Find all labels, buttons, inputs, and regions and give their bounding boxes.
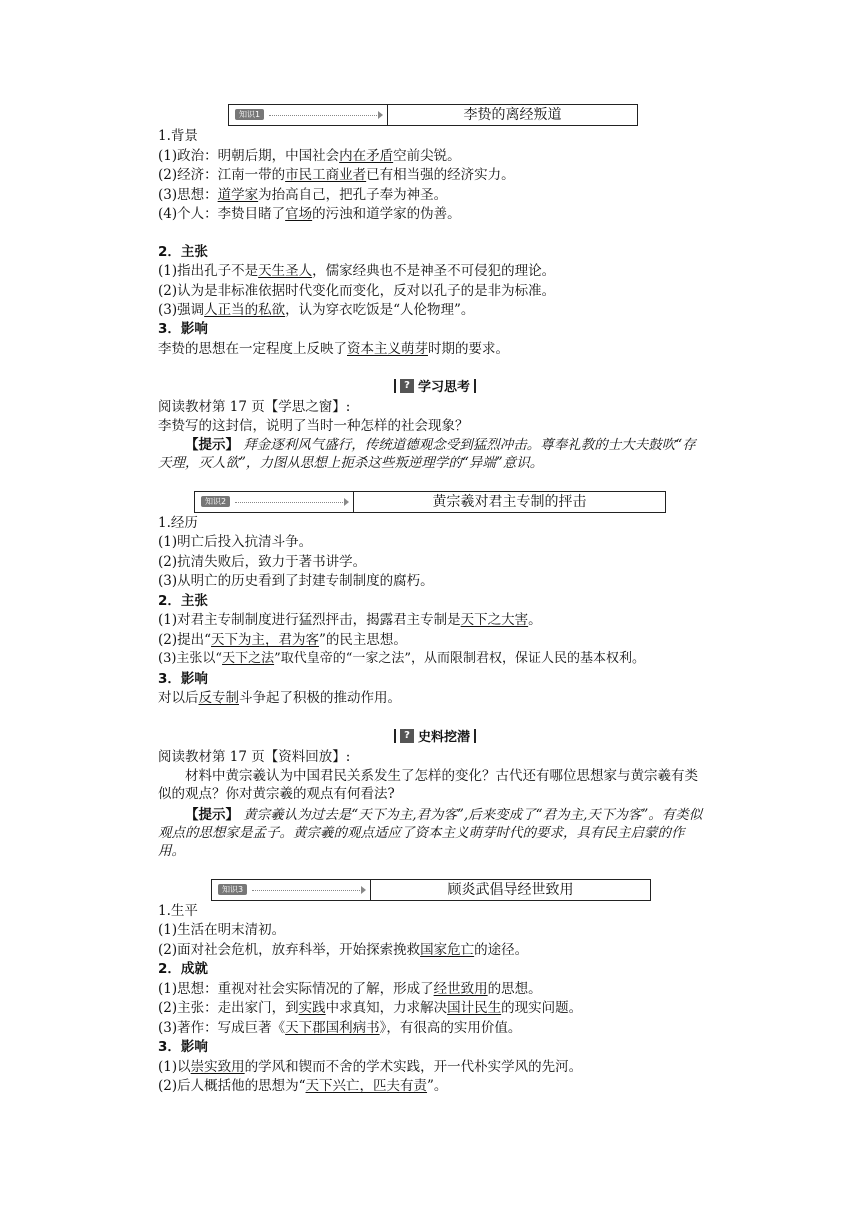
text-line: (4)个人：李贽目睹了官场的污浊和道学家的伪善。: [158, 206, 461, 222]
hint-paragraph: 【提示】 黄宗羲认为过去是“天下为主,君为客”,后来变成了“君为主,天下为客”。有类似观点的思想家是孟子。黄宗羲的观点适应了资本主义萌芽时代的要求，具有民主启蒙的作用。: [158, 807, 703, 859]
text-line: (2)抗清失败后，致力于著书讲学。: [158, 554, 367, 570]
text-line: (2)后人概括他的思想为“天下兴亡，匹夫有责”。: [158, 1078, 448, 1094]
text-line: (3)强调人正当的私欲，认为穿衣吃饭是“人伦物理”。: [158, 302, 475, 318]
section-title: 顾炎武倡导经世致用: [447, 882, 574, 898]
question: 材料中黄宗羲认为中国君民关系发生了怎样的变化？古代还有哪位思想家与黄宗羲有类似的观点？你对黄宗羲的观点有何看法?: [158, 768, 698, 802]
study-thinking-label: ? 学习思考: [394, 376, 476, 395]
arrow-icon: [378, 111, 383, 119]
heading-claims: 2．主张: [158, 593, 208, 609]
knowledge-tag: [195, 492, 354, 512]
question-icon: ?: [400, 379, 414, 393]
heading-background: 1.背景: [158, 128, 198, 144]
text-line: (3)主张以“天下之法”取代皇帝的“一家之法”，从而限制君权，保证人民的基本权利。: [158, 651, 646, 666]
text-line: (3)从明亡的历史看到了封建专制制度的腐朽。: [158, 573, 434, 589]
text-line: (3)著作：写成巨著《天下郡国利病书》，有很高的实用价值。: [158, 1020, 522, 1036]
section-header-3: [211, 879, 651, 901]
text-line: 对以后反专制斗争起了积极的推动作用。: [158, 690, 401, 706]
text-line: 李贽的思想在一定程度上反映了资本主义萌芽时期的要求。: [158, 341, 509, 357]
knowledge-tag: [229, 105, 388, 125]
section-title: 李贽的离经叛道: [463, 107, 562, 123]
heading-achievements: 2．成就: [158, 961, 208, 977]
hint-paragraph: 【提示】 拜金逐利风气盛行，传统道德观念受到猛烈冲击。尊奉礼教的士大夫鼓吹“存天理，灭人欲”，力图从思想上扼杀这些叛逆理学的“异端”意识。: [158, 437, 696, 471]
knowledge-tag: [212, 880, 371, 900]
heading-experience: 1.经历: [158, 515, 198, 531]
section-header-2: [194, 491, 666, 513]
section-header-1: [228, 104, 638, 126]
bar-icon: [474, 729, 476, 743]
text-line: (1)以崇实致用的学风和锲而不舍的学术实践，开一代朴实学风的先河。: [158, 1059, 583, 1075]
heading-impact: 3．影响: [158, 1039, 208, 1055]
arrow-icon: [344, 498, 349, 506]
text-line: (3)思想：道学家为抬高自己，把孔子奉为神圣。: [158, 187, 448, 203]
text-line: (2)经济：江南一带的市民工商业者已有相当强的经济实力。: [158, 167, 515, 183]
knowledge-badge: 知识3: [218, 884, 247, 895]
reading-note: 阅读教材第 17 页【学思之窗】:: [158, 399, 351, 415]
knowledge-badge: 知识1: [235, 109, 264, 120]
arrow-icon: [361, 886, 366, 894]
dotted-arrow-line: [252, 890, 362, 891]
text-line: (1)指出孔子不是天生圣人，儒家经典也不是神圣不可侵犯的理论。: [158, 263, 556, 279]
text-line: (1)生活在明末清初。: [158, 922, 286, 938]
text-line: (1)思想：重视对社会实际情况的了解，形成了经世致用的思想。: [158, 981, 542, 997]
question-icon: ?: [400, 729, 414, 743]
dotted-arrow-line: [235, 502, 345, 503]
text-line: (2)认为是非标准依据时代变化而变化，反对以孔子的是非为标准。: [158, 283, 556, 299]
source-mining-label: ? 史料挖潜: [394, 726, 476, 745]
heading-impact: 3．影响: [158, 671, 208, 687]
text-line: (2)面对社会危机，放弃科举，开始探索挽救国家危亡的途径。: [158, 942, 529, 958]
text-line: (2)主张：走出家门，到实践中求真知，力求解决国计民生的现实问题。: [158, 1000, 583, 1016]
heading-life: 1.生平: [158, 903, 198, 919]
knowledge-badge: 知识2: [201, 496, 230, 507]
heading-impact: 3．影响: [158, 321, 208, 337]
text-line: (2)提出“天下为主，君为客”的民主思想。: [158, 632, 407, 648]
bar-icon: [394, 379, 396, 393]
heading-claims: 2．主张: [158, 244, 208, 260]
text-line: (1)政治：明朝后期，中国社会内在矛盾空前尖锐。: [158, 148, 461, 164]
text-line: (1)对君主专制制度进行猛烈抨击，揭露君主专制是天下之大害。: [158, 612, 542, 628]
bar-icon: [394, 729, 396, 743]
bar-icon: [474, 379, 476, 393]
reading-note: 阅读教材第 17 页【资料回放】:: [158, 749, 351, 765]
dotted-arrow-line: [269, 115, 379, 116]
section-title: 黄宗羲对君主专制的抨击: [432, 494, 587, 510]
text-line: (1)明亡后投入抗清斗争。: [158, 534, 313, 550]
question: 李贽写的这封信，说明了当时一种怎样的社会现象？: [158, 418, 469, 434]
